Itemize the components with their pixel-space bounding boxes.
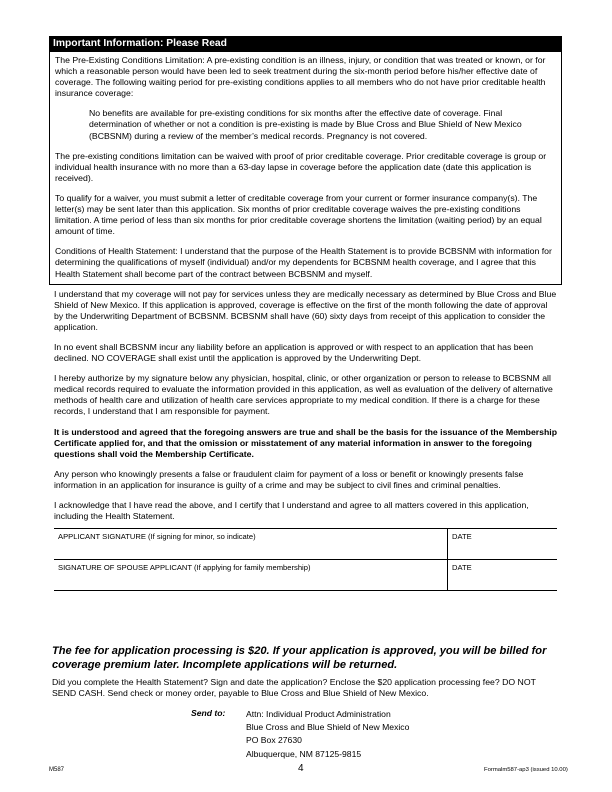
address-line: Albuquerque, NM 87125-9815 bbox=[246, 748, 362, 759]
waiver-paragraph: The pre-existing conditions limitation can be waived with proof of prior creditable coverage. Prior creditable coverage is group or individual health insurance with no more than a 63-day lapse in coverage before the application date (date this application is received). bbox=[55, 150, 547, 183]
address-line: Attn: Individual Product Administration bbox=[246, 709, 391, 719]
page-number: 4 bbox=[298, 763, 304, 774]
pre-existing-paragraph: The Pre-Existing Conditions Limitation: A pre-existing condition is an illness, injury, or condition that was treated or known, or for which a reasonable person would have been led to seek treatment during the six-month period before his/her effective date of coverage. The following waiting period for pre-existing conditions applies to all members who do not have prior creditable health insurance coverage: bbox=[55, 55, 546, 99]
waiting-period-paragraph: No benefits are available for pre-existing conditions for six months after the effective date of coverage. Final determination of whether or not a condition is pre-existing is made by Blue Cross and Blue Shield of New Mexico (BCBSNM) during a review of the member’s medical records. Pregnancy is not covered. bbox=[89, 108, 522, 141]
date-label: DATE bbox=[452, 532, 472, 542]
date-label: DATE bbox=[452, 563, 472, 573]
fee-headline: The fee for application processing is $20. If your application is approved, you will be billed for coverage premium later. Incomplete applications will be returned. bbox=[52, 645, 547, 671]
section-title: Important Information: Please Read bbox=[49, 36, 562, 52]
health-statement-paragraph: Conditions of Health Statement: I understand that the purpose of the Health Statement is to provide BCBSNM with information for determining the qualifications of myself (individual) and/or my dependents for BCBSNM health coverage, and I agree that this Health Statement shall become part of the contract between BCBSNM and myself. bbox=[55, 246, 552, 279]
address-line: Blue Cross and Blue Shield of New Mexico bbox=[246, 722, 410, 733]
agreement-paragraph: It is understood and agreed that the foregoing answers are true and shall be the basis for the issuance of the Membership Certificate applied for, and that the omission or misstatement of any material information in answer to the foregoing questions shall void the Membership Certificate. bbox=[54, 426, 558, 459]
spouse-signature-label: SIGNATURE OF SPOUSE APPLICANT (If applying for family membership) bbox=[58, 563, 311, 573]
applicant-signature-label: APPLICANT SIGNATURE (If signing for minor, so indicate) bbox=[58, 532, 256, 542]
address-line: PO Box 27630 bbox=[246, 735, 302, 746]
signature-table bbox=[54, 528, 557, 591]
applicant-signature-field[interactable] bbox=[54, 529, 448, 560]
coverage-paragraph: I understand that my coverage will not pay for services unless they are medically necessary as determined by Blue Cross and Blue Shield of New Mexico. If this application is approved, coverage is effective on the first of the month following the date of approval by the Underwriting Department of BCBSNM. BCBSNM shall have (60) sixty days from receipt of this application to consider the application. bbox=[54, 288, 557, 332]
terms-box bbox=[49, 285, 562, 523]
mailing-address bbox=[246, 708, 409, 761]
pre-existing-box bbox=[49, 52, 562, 285]
authorization-paragraph: I hereby authorize by my signature below any physician, hospital, clinic, or other organization or person to release to BCBSNM all medical records required to evaluate the information provided in this application, as well as evaluation of the delivery of alternative methods of health care and utilization of health care services appropriate to my medical condition. If there is a charge for these records, I understand that I am responsible for payment. bbox=[54, 373, 553, 417]
liability-paragraph: In no event shall BCBSNM incur any liability before an application is approved or with respect to an application that has been declined. NO COVERAGE shall exist until the application is approved by the Underwriting Dept. bbox=[54, 341, 534, 364]
acknowledgement-paragraph: I acknowledge that I have read the above, and I certify that I understand and agree to all matters covered in this application, including the Health Statement. bbox=[54, 500, 529, 522]
checklist-note: Did you complete the Health Statement? Sign and date the application? Enclose the $20 application processing fee? DO NOT SEND CASH. Send check or money order, payable to Blue Cross and Blue Shield of New Mexico. bbox=[52, 677, 536, 699]
send-to-label: Send to: bbox=[191, 708, 226, 718]
spouse-date-field[interactable] bbox=[448, 560, 558, 591]
form-revision: Formalm587-ap3 (issued 10.00) bbox=[484, 767, 568, 773]
spouse-signature-field[interactable] bbox=[54, 560, 448, 591]
qualify-waiver-paragraph: To qualify for a waiver, you must submit a letter of creditable coverage from your current or former insurance company(s). The letter(s) may be sent later than this application. Six months of prior creditable coverage waives the pre-existing conditions limitation. A time period of less than six months for prior creditable coverage shortens the limitation (waiting period) by an equal amount of time. bbox=[55, 192, 542, 237]
applicant-date-field[interactable] bbox=[448, 529, 558, 560]
info-section bbox=[49, 36, 562, 591]
fraud-paragraph: Any person who knowingly presents a false or fraudulent claim for payment of a loss or benefit or knowingly presents false information in an application for insurance is guilty of a crime and may be subject to civil fines and criminal penalties. bbox=[54, 468, 524, 490]
form-code: M587 bbox=[49, 767, 65, 773]
